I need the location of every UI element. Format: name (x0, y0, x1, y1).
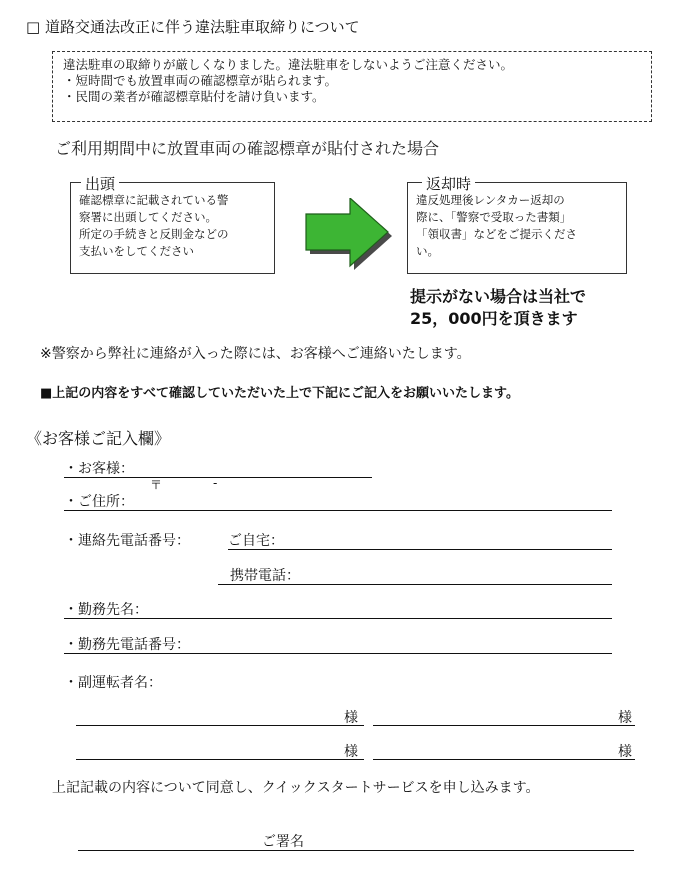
agreement-text: 上記記載の内容について同意し、クイックスタートサービスを申し込みます。 (52, 780, 540, 796)
notice-line: ・短時間でも放置車両の確認標章が貼られます。 (63, 73, 338, 88)
confirm-note: ■上記の内容をすべて確認していただいた上で下記にご記入をお願いいたします。 (40, 386, 519, 401)
address-label: ・ご住所： (64, 494, 134, 510)
page-title: □ 道路交通法改正に伴う違法駐車取締りについて (26, 18, 360, 36)
right-box-line: 「領収書」などをご提示くださ (416, 227, 577, 241)
postal-dash: - (213, 476, 218, 490)
signature-label: ご署名 (262, 834, 304, 850)
sub-driver-label: ・副運転者名： (64, 675, 162, 691)
customer-name-field[interactable] (64, 477, 372, 478)
postal-mark: 〒 (150, 478, 163, 492)
left-box-line: 所定の手続きと反則金などの (79, 227, 229, 241)
arrow-shape (306, 198, 388, 266)
right-box-label: 返却時 (422, 173, 475, 194)
honorific-sama: 様 (344, 744, 358, 760)
mobile-phone-label: 携帯電話： (230, 568, 300, 584)
left-box-label: 出頭 (81, 173, 119, 194)
police-note: ※警察から弊社に連絡が入った際には、お客様へご連絡いたします。 (40, 346, 471, 362)
form-heading: 《お客様ご記入欄》 (26, 429, 171, 448)
notice-box (52, 51, 652, 122)
right-box-return (407, 175, 627, 274)
signature-field[interactable] (78, 850, 634, 851)
sub-driver-field-3[interactable] (76, 759, 364, 760)
right-arrow-icon (304, 198, 396, 270)
right-box-line: 際に、「警察で受取った書類」 (416, 210, 572, 224)
sub-driver-field-4[interactable] (373, 759, 635, 760)
sub-driver-field-2[interactable] (373, 725, 635, 726)
customer-label: ・お客様： (64, 461, 134, 477)
work-phone-label: ・勤務先電話番号： (64, 637, 190, 653)
right-box-line: い。 (416, 244, 439, 258)
mobile-phone-field[interactable] (218, 584, 612, 585)
home-phone-label: ご自宅： (228, 533, 284, 549)
honorific-sama: 様 (618, 744, 632, 760)
phone-label: ・連絡先電話番号： (64, 533, 190, 549)
notice-line: ・民間の業者が確認標章貼付を請け負います。 (63, 89, 325, 104)
left-box-line: 確認標章に記載されている警 (79, 193, 229, 207)
work-phone-field[interactable] (64, 653, 612, 654)
sub-driver-field-1[interactable] (76, 725, 364, 726)
workplace-label: ・勤務先名： (64, 602, 148, 618)
workplace-field[interactable] (64, 618, 612, 619)
honorific-sama: 様 (618, 710, 632, 726)
notice-line: 違法駐車の取締りが厳しくなりました。違法駐車をしないようご注意ください。 (63, 57, 514, 72)
left-box-appear (70, 175, 275, 274)
penalty-line-1: 提示がない場合は当社で (410, 287, 587, 306)
subheading: ご利用期間中に放置車両の確認標章が貼付された場合 (55, 139, 440, 158)
home-phone-field[interactable] (228, 549, 612, 550)
address-field[interactable] (64, 510, 612, 511)
left-box-line: 察署に出頭してください。 (79, 210, 217, 224)
right-box-line: 違反処理後レンタカー返却の (416, 193, 565, 207)
left-box-line: 支払いをしてください (79, 244, 194, 258)
honorific-sama: 様 (344, 710, 358, 726)
penalty-line-2: 25，000円を頂きます (410, 309, 578, 328)
